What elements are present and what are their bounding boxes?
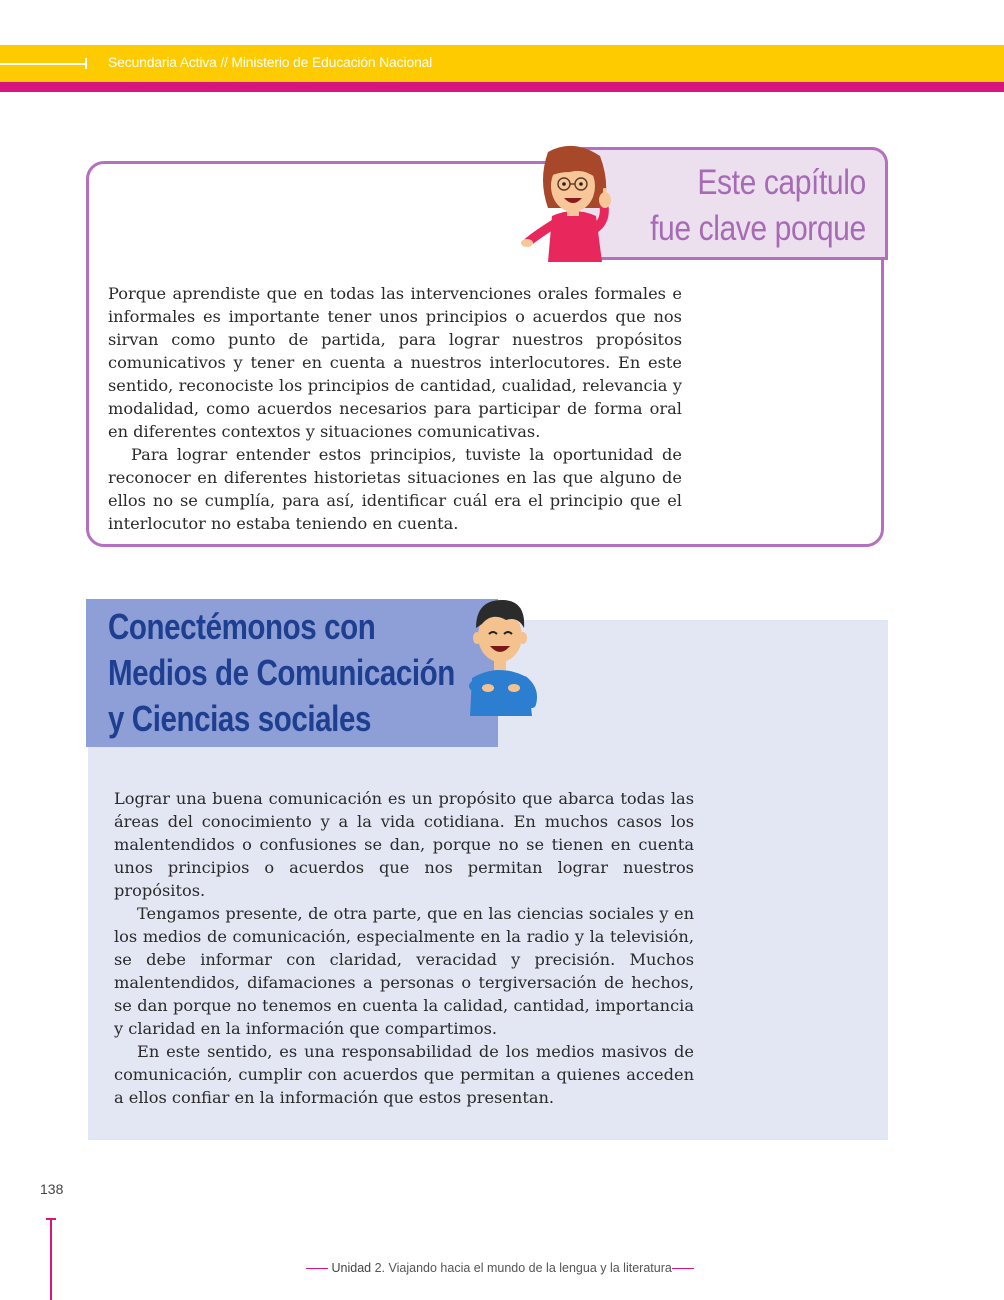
header-rule <box>0 63 86 65</box>
conectemonos-title-line1: Conectémonos con <box>108 606 376 647</box>
boy-character-illustration <box>462 594 540 716</box>
clave-paragraph: Para lograr entender estos principios, tuviste la oportunidad de reconocer en diferentes historietas situaciones en las que alguno de ellos no se cumplía, para así, identificar cuál era el principio que el interlocutor no estaba teniendo en cuenta. <box>108 445 682 533</box>
footer-unit-label: Unidad <box>331 1261 372 1275</box>
page-number: 138 <box>40 1181 64 1197</box>
conectemonos-title-line3: y Ciencias sociales <box>108 698 371 739</box>
clave-title-line1: Este capítulo <box>697 163 866 202</box>
footer-unit <box>306 1261 694 1275</box>
girl-character-illustration <box>518 142 618 262</box>
footer-right-rule <box>672 1268 694 1270</box>
conectemonos-paragraph: En este sentido, es una responsabilidad de los medios masivos de comunicación, cumplir con acuerdos que permitan a quienes acceden a ellos confiar en la información que estos presentan. <box>114 1042 694 1107</box>
conectemonos-title <box>108 604 455 742</box>
clave-paragraph: Porque aprendiste que en todas las intervenciones orales formales e informales es importante tener unos principios o acuerdos que nos sirvan como punto de partida, para lograr nuestros propósitos comunicativos y tener en cuenta a nuestros interlocutores. En este sentido, reconociste los principios de cantidad, cualidad, relevancia y modalidad, como acuerdos necesarios para participar de forma oral en diferentes contextos y situaciones comunicativas. <box>108 284 682 441</box>
footer-unit-title: Viajando hacia el mundo de la lengua y la literatura <box>388 1261 672 1275</box>
header-stripe <box>0 82 1004 92</box>
clave-title <box>650 160 866 252</box>
header-rule-tick <box>85 58 87 69</box>
page-rule <box>50 1218 52 1300</box>
clave-title-line2: fue clave porque <box>650 209 866 248</box>
footer-left-rule <box>306 1268 328 1270</box>
conectemonos-paragraph: Tengamos presente, de otra parte, que en las ciencias sociales y en los medios de comunicación, especialmente en la radio y la televisión, se debe informar con claridad, veracidad y precisión. Muchos malentendidos, difamaciones a personas o tergiversación de hechos, se dan porque no tenemos en cuenta la calidad, cantidad, importancia y claridad en la información que compartimos. <box>114 904 694 1038</box>
conectemonos-paragraph: Lograr una buena comunicación es un propósito que abarca todas las áreas del conocimiento y a la vida cotidiana. En muchos casos los malentendidos o confusiones se dan, porque no se tienen en cuenta unos principios o acuerdos que nos permitan lograr nuestros propósitos. <box>114 789 694 900</box>
conectemonos-title-line2: Medios de Comunicación <box>108 652 455 693</box>
conectemonos-body <box>114 787 694 1109</box>
footer-unit-number: 2. <box>374 1261 386 1275</box>
clave-body <box>108 282 682 535</box>
header-title: Secundaria Activa // Ministerio de Educación Nacional <box>108 54 433 70</box>
